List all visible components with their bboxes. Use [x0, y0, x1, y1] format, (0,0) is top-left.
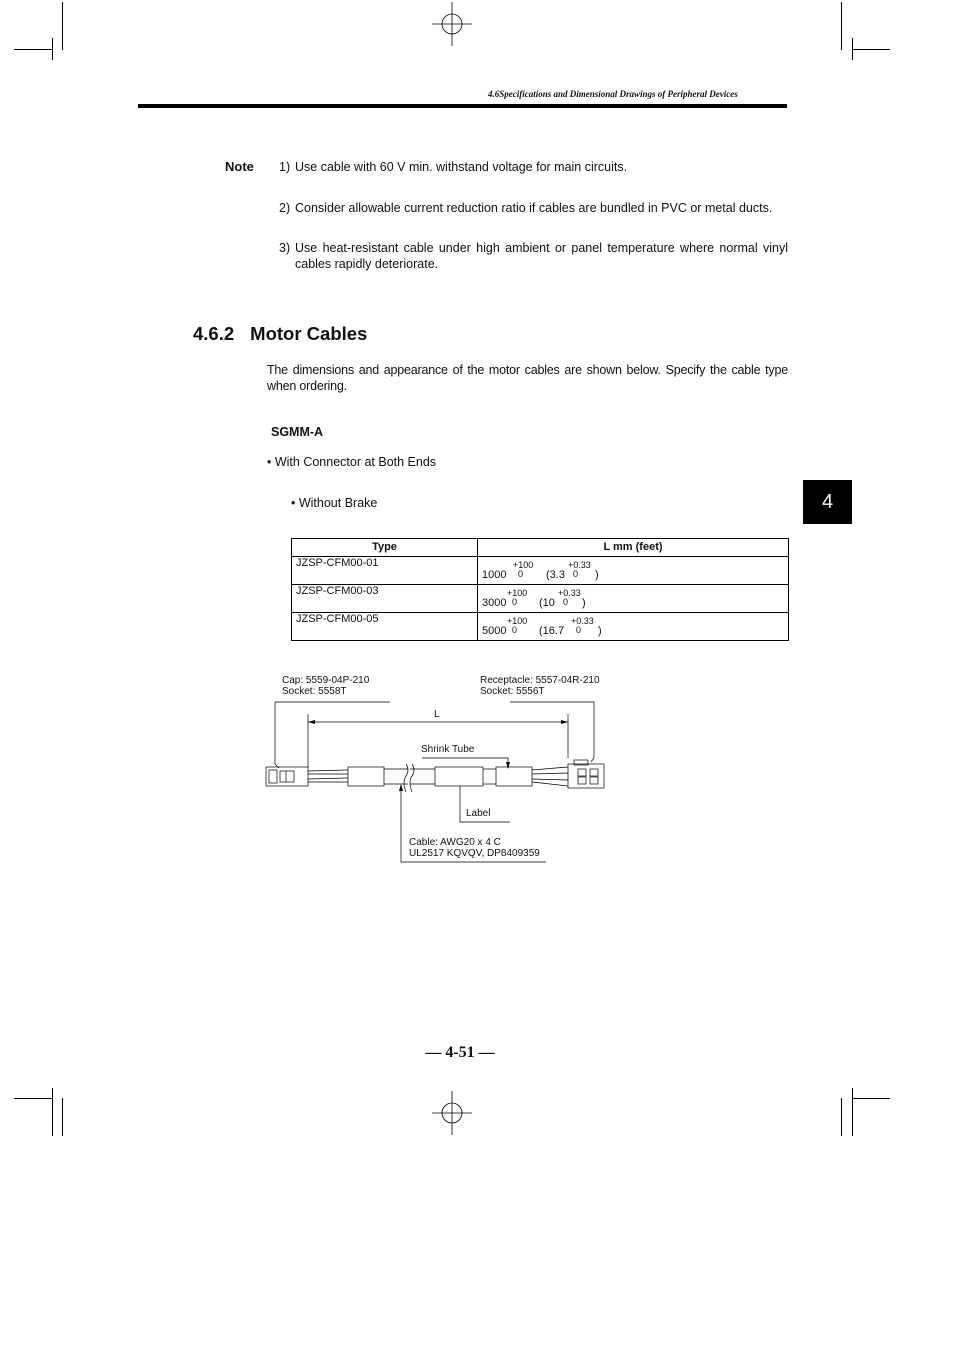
table-row [292, 585, 789, 613]
note-text: Consider allowable current reduction ratio if cables are bundled in PVC or metal ducts. [295, 201, 773, 215]
closing-parenthesis: ) [598, 625, 602, 637]
label-callout: Label [466, 808, 491, 819]
registration-mark-top [432, 2, 472, 46]
closing-parenthesis: ) [595, 569, 599, 581]
mm-tolerance-lower: 0 [512, 625, 518, 635]
bullet-connector-both-ends: • With Connector at Both Ends [267, 455, 437, 469]
model-subheading: SGMM-A [271, 425, 324, 439]
cell-type: JZSP-CFM00-01 [292, 557, 478, 585]
header-rule [138, 104, 787, 108]
mm-tolerance-upper: +100 [513, 560, 534, 570]
cell-length [478, 585, 789, 613]
mm-tolerance-lower: 0 [512, 597, 518, 607]
cell-length [478, 557, 789, 585]
mm-tolerance-lower: 0 [518, 569, 524, 579]
note-number: 3) [279, 241, 291, 255]
feet-tolerance-lower: 0 [573, 569, 579, 579]
mm-tolerance-upper: +100 [507, 588, 528, 598]
section-title: Motor Cables [250, 323, 368, 344]
shrink-tube-label: Shrink Tube [421, 744, 475, 755]
table-row [292, 613, 789, 641]
section-heading [193, 323, 367, 345]
section-number: 4.6.2 [193, 323, 235, 344]
cable-standard-label: UL2517 KQVQV, DP8409359 [409, 848, 540, 859]
receptacle-socket-label: Socket: 5556T [480, 686, 545, 697]
cap-label: Cap: 5559-04P-210 [282, 675, 370, 686]
note-number: 2) [279, 201, 291, 215]
length-mm: 3000 [482, 597, 507, 609]
receptacle-label: Receptacle: 5557-04R-210 [480, 675, 600, 686]
table-row [292, 557, 789, 585]
chapter-tab: 4 [803, 480, 852, 524]
running-header: 4.6Specifications and Dimensional Drawings of Peripheral Devices [488, 89, 738, 99]
column-header-length: L mm (feet) [478, 539, 789, 557]
table-header-row [292, 539, 789, 557]
note-text: Use heat-resistant cable under high ambient or panel temperature where normal vinyl cables rapidly deteriorate. [295, 241, 788, 271]
cell-type: JZSP-CFM00-05 [292, 613, 478, 641]
note-number: 1) [279, 160, 291, 174]
length-dimension-label: L [434, 709, 440, 720]
cable-spec-label: Cable: AWG20 x 4 C [409, 837, 501, 848]
column-header-type: Type [292, 539, 478, 557]
feet-tolerance-upper: +0.33 [558, 588, 581, 598]
closing-parenthesis: ) [582, 597, 586, 609]
note-label: Note [225, 159, 254, 174]
length-feet: (16.7 [539, 625, 565, 637]
registration-mark-bottom [432, 1091, 472, 1135]
cell-length [478, 613, 789, 641]
length-feet: (3.3 [546, 569, 565, 581]
note-text: Use cable with 60 V min. withstand voltage for main circuits. [295, 160, 628, 174]
cable-length-table [291, 538, 789, 641]
cap-socket-label: Socket: 5558T [282, 686, 347, 697]
feet-tolerance-upper: +0.33 [571, 616, 594, 626]
feet-tolerance-lower: 0 [576, 625, 582, 635]
length-feet: (10 [539, 597, 555, 609]
cell-type: JZSP-CFM00-03 [292, 585, 478, 613]
cable-diagram [260, 696, 610, 866]
feet-tolerance-upper: +0.33 [568, 560, 591, 570]
length-mm: 5000 [482, 625, 507, 637]
intro-paragraph: The dimensions and appearance of the motor cables are shown below. Specify the cable type when ordering. [267, 363, 788, 393]
page-number: — 4-51 — [425, 1044, 495, 1061]
feet-tolerance-lower: 0 [563, 597, 569, 607]
length-mm: 1000 [482, 569, 507, 581]
mm-tolerance-upper: +100 [507, 616, 528, 626]
bullet-without-brake: • Without Brake [291, 496, 378, 510]
